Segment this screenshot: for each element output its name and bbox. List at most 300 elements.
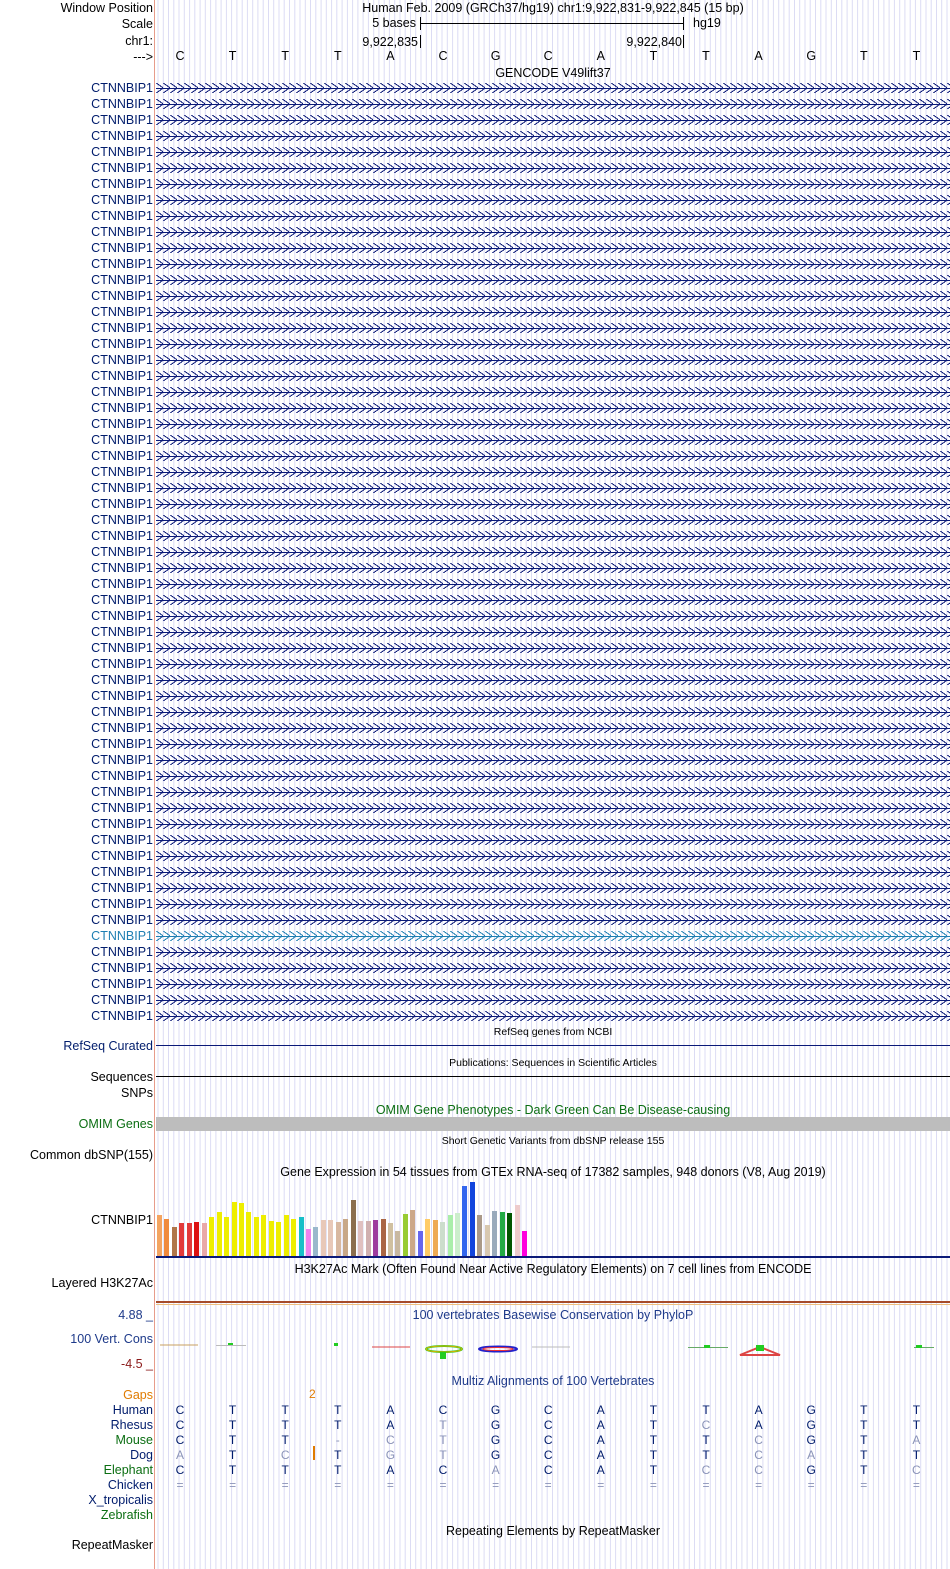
minus-strand-arrows — [156, 387, 950, 397]
gencode-transcript-line[interactable] — [156, 576, 950, 592]
gtex-tissue-bar[interactable] — [522, 1231, 527, 1256]
sequence-base: T — [649, 49, 658, 63]
alignment-base: G — [385, 1448, 396, 1462]
gencode-transcript-label[interactable]: CTNNBIP1 — [91, 593, 153, 607]
gencode-transcript-line[interactable] — [156, 240, 950, 256]
gencode-transcript-line[interactable] — [156, 800, 950, 816]
gtex-tissue-bar[interactable] — [172, 1227, 177, 1256]
multiz-gaps-label[interactable]: Gaps — [123, 1388, 153, 1402]
gtex-track-title[interactable]: Gene Expression in 54 tissues from GTEx RNA-seq of 17382 samples, 948 donors (V8, Aug 2019) — [280, 1165, 826, 1179]
gencode-transcript-label[interactable]: CTNNBIP1 — [91, 545, 153, 559]
gencode-transcript-label[interactable]: CTNNBIP1 — [91, 129, 153, 143]
assembly-label: hg19 — [693, 16, 721, 30]
gtex-tissue-bar[interactable] — [299, 1217, 304, 1256]
gtex-tissue-bar[interactable] — [500, 1212, 505, 1256]
gencode-transcript-line[interactable] — [156, 496, 950, 512]
phylop-track-title[interactable]: 100 vertebrates Basewise Conservation by PhyloP — [412, 1308, 694, 1322]
gtex-tissue-bar[interactable] — [202, 1223, 207, 1256]
gtex-tissue-bar[interactable] — [492, 1211, 497, 1256]
minus-strand-arrows — [156, 227, 950, 237]
gencode-transcript-line[interactable] — [156, 384, 950, 400]
minus-strand-arrows — [156, 899, 950, 909]
alignment-base: = — [334, 1478, 342, 1492]
sequence-base: T — [228, 49, 237, 63]
species-label[interactable]: Chicken — [107, 1478, 153, 1492]
gencode-transcript-label[interactable]: CTNNBIP1 — [91, 369, 153, 383]
gencode-transcript-label[interactable]: CTNNBIP1 — [91, 753, 153, 767]
alignment-base: T — [228, 1403, 237, 1417]
dbsnp-track-title[interactable]: Short Genetic Variants from dbSNP release 155 — [441, 1135, 665, 1147]
gencode-transcript-label[interactable]: CTNNBIP1 — [91, 497, 153, 511]
gencode-transcript-line[interactable] — [156, 960, 950, 976]
gtex-tissue-bar[interactable] — [284, 1215, 289, 1256]
minus-strand-arrows — [156, 739, 950, 749]
gencode-transcript-line[interactable] — [156, 752, 950, 768]
gencode-transcript-line[interactable] — [156, 704, 950, 720]
gtex-tissue-bar[interactable] — [343, 1219, 348, 1256]
gencode-transcript-line[interactable] — [156, 848, 950, 864]
alignment-base: C — [175, 1463, 185, 1477]
alignment-base: T — [702, 1403, 710, 1417]
gencode-transcript-line[interactable] — [156, 192, 950, 208]
gencode-transcript-label[interactable]: CTNNBIP1 — [91, 145, 153, 159]
gencode-transcript-label[interactable]: CTNNBIP1 — [91, 705, 153, 719]
gencode-transcript-label[interactable]: CTNNBIP1 — [91, 273, 153, 287]
multiz-track-title[interactable]: Multiz Alignments of 100 Vertebrates — [451, 1374, 655, 1388]
gencode-transcript-label[interactable]: CTNNBIP1 — [91, 849, 153, 863]
gencode-transcript-line[interactable] — [156, 688, 950, 704]
gencode-transcript-label[interactable]: CTNNBIP1 — [91, 481, 153, 495]
alignment-base: T — [281, 1433, 289, 1447]
gencode-transcript-label[interactable]: CTNNBIP1 — [91, 561, 153, 575]
gencode-transcript-line[interactable] — [156, 160, 950, 176]
gtex-tissue-bar[interactable] — [321, 1220, 326, 1256]
gtex-tissue-bar[interactable] — [403, 1214, 408, 1256]
gencode-transcript-label[interactable]: CTNNBIP1 — [91, 625, 153, 639]
gencode-transcript-line[interactable] — [156, 352, 950, 368]
alignment-base: C — [543, 1403, 553, 1417]
minus-strand-arrows — [156, 547, 950, 557]
alignment-base: C — [438, 1463, 448, 1477]
minus-strand-arrows — [156, 883, 950, 893]
alignment-base: G — [806, 1418, 816, 1432]
gencode-transcript-line[interactable] — [156, 624, 950, 640]
gencode-transcript-label[interactable]: CTNNBIP1 — [91, 769, 153, 783]
gtex-tissue-bar[interactable] — [246, 1212, 251, 1256]
gtex-tissue-bar[interactable] — [232, 1202, 237, 1256]
gtex-tissue-bar[interactable] — [507, 1213, 512, 1256]
alignment-base: = — [176, 1478, 184, 1492]
alignment-base: = — [755, 1478, 763, 1492]
gencode-transcript-line[interactable] — [156, 768, 950, 784]
gtex-tissue-bar[interactable] — [515, 1205, 520, 1256]
phylop-conservation-plot[interactable] — [156, 1335, 950, 1363]
gencode-transcript-line[interactable] — [156, 640, 950, 656]
minus-strand-arrows — [156, 419, 950, 429]
gtex-tissue-bar[interactable] — [366, 1221, 371, 1256]
minus-strand-arrows — [156, 163, 950, 173]
alignment-base: C — [386, 1433, 395, 1447]
gencode-transcript-line[interactable] — [156, 1008, 950, 1024]
gtex-tissue-bar[interactable] — [194, 1222, 199, 1256]
minus-strand-arrows — [156, 771, 950, 781]
repeatmasker-track-label[interactable]: RepeatMasker — [71, 1538, 153, 1552]
gencode-transcript-line[interactable] — [156, 544, 950, 560]
gencode-transcript-label[interactable]: CTNNBIP1 — [91, 881, 153, 895]
minus-strand-arrows — [156, 691, 950, 701]
chrom-label[interactable]: chr1: — [125, 34, 153, 48]
minus-strand-arrows — [156, 99, 950, 109]
gtex-tissue-bar[interactable] — [485, 1225, 490, 1256]
h3k27ac-signal-line-2 — [156, 1304, 950, 1305]
gencode-transcript-line[interactable] — [156, 464, 950, 480]
gtex-tissue-bar[interactable] — [209, 1217, 214, 1256]
minus-strand-arrows — [156, 339, 950, 349]
gtex-tissue-bar[interactable] — [261, 1215, 266, 1256]
publications-track-label[interactable]: Sequences — [90, 1070, 153, 1084]
gencode-transcript-label[interactable]: CTNNBIP1 — [91, 241, 153, 255]
alignment-base: A — [912, 1433, 921, 1447]
gencode-transcript-label[interactable]: CTNNBIP1 — [91, 929, 153, 943]
species-label[interactable]: Dog — [130, 1448, 153, 1462]
gtex-expression-chart[interactable] — [156, 1178, 556, 1256]
gencode-transcript-label[interactable]: CTNNBIP1 — [91, 993, 153, 1007]
phylop-max-label: 4.88 _ — [118, 1308, 153, 1322]
gtex-tissue-bar[interactable] — [381, 1219, 386, 1256]
gencode-transcript-line[interactable] — [156, 208, 950, 224]
gencode-transcript-label[interactable]: CTNNBIP1 — [91, 97, 153, 111]
gencode-transcript-label[interactable]: CTNNBIP1 — [91, 817, 153, 831]
gencode-transcript-label[interactable]: CTNNBIP1 — [91, 785, 153, 799]
alignment-base: A — [386, 1403, 395, 1417]
sequence-base: A — [754, 49, 763, 63]
gtex-tissue-bar[interactable] — [351, 1200, 356, 1257]
gencode-transcript-label[interactable]: CTNNBIP1 — [91, 577, 153, 591]
gencode-transcript-line[interactable] — [156, 112, 950, 128]
gencode-transcript-label[interactable]: CTNNBIP1 — [91, 897, 153, 911]
gencode-transcript-line[interactable] — [156, 912, 950, 928]
h3k27ac-track-label[interactable]: Layered H3K27Ac — [51, 1276, 153, 1290]
gencode-transcript-line[interactable] — [156, 416, 950, 432]
alignment-base: = — [597, 1478, 605, 1492]
gtex-tissue-bar[interactable] — [313, 1227, 318, 1256]
gencode-transcript-line[interactable] — [156, 128, 950, 144]
gtex-tissue-bar[interactable] — [425, 1219, 430, 1256]
gencode-transcript-label[interactable]: CTNNBIP1 — [91, 833, 153, 847]
species-label[interactable]: X_tropicalis — [88, 1493, 153, 1507]
repeatmasker-track-title[interactable]: Repeating Elements by RepeatMasker — [445, 1524, 660, 1538]
alignment-base: = — [912, 1478, 920, 1492]
gencode-transcript-label[interactable]: CTNNBIP1 — [91, 401, 153, 415]
alignment-base: C — [175, 1433, 185, 1447]
h3k27ac-track-title[interactable]: H3K27Ac Mark (Often Found Near Active Regulatory Elements) on 7 cell lines from ENCODE — [294, 1262, 812, 1276]
minus-strand-arrows — [156, 867, 950, 877]
gencode-transcript-label[interactable]: CTNNBIP1 — [91, 961, 153, 975]
alignment-base: T — [281, 1418, 289, 1432]
gencode-transcript-line[interactable] — [156, 928, 950, 944]
gencode-transcript-line[interactable] — [156, 272, 950, 288]
gencode-transcript-line[interactable] — [156, 896, 950, 912]
alignment-base: T — [439, 1433, 447, 1447]
gtex-tissue-bar[interactable] — [418, 1231, 423, 1256]
minus-strand-arrows — [156, 675, 950, 685]
gencode-transcript-label[interactable]: CTNNBIP1 — [91, 385, 153, 399]
gencode-transcript-label[interactable]: CTNNBIP1 — [91, 641, 153, 655]
ruler-tick-right — [683, 35, 684, 48]
alignment-base: T — [228, 1433, 237, 1447]
gtex-tissue-bar[interactable] — [164, 1219, 169, 1256]
gencode-transcript-label[interactable]: CTNNBIP1 — [91, 81, 153, 95]
publications-line[interactable] — [156, 1076, 950, 1077]
gtex-tissue-bar[interactable] — [410, 1210, 415, 1256]
alignment-base: T — [439, 1448, 447, 1462]
gencode-transcript-label[interactable]: CTNNBIP1 — [91, 721, 153, 735]
publications-track-title[interactable]: Publications: Sequences in Scientific Articles — [449, 1057, 657, 1069]
gencode-transcript-line[interactable] — [156, 144, 950, 160]
alignment-base: - — [335, 1433, 340, 1447]
gencode-transcript-label[interactable]: CTNNBIP1 — [91, 865, 153, 879]
alignment-base: = — [649, 1478, 657, 1492]
gtex-tissue-bar[interactable] — [470, 1182, 475, 1256]
gencode-transcript-label[interactable]: CTNNBIP1 — [91, 1009, 153, 1023]
alignment-base: G — [806, 1463, 816, 1477]
minus-strand-arrows — [156, 467, 950, 477]
alignment-base: T — [702, 1448, 710, 1462]
gencode-transcript-line[interactable] — [156, 480, 950, 496]
alignment-base: = — [702, 1478, 710, 1492]
sequence-base: T — [859, 49, 868, 63]
gtex-tissue-bar[interactable] — [239, 1203, 244, 1256]
minus-strand-arrows — [156, 787, 950, 797]
gencode-transcript-label[interactable]: CTNNBIP1 — [91, 529, 153, 543]
gencode-transcript-line[interactable] — [156, 784, 950, 800]
minus-strand-arrows — [156, 515, 950, 525]
gencode-transcript-label[interactable]: CTNNBIP1 — [91, 209, 153, 223]
minus-strand-arrows — [156, 579, 950, 589]
gtex-tissue-bar[interactable] — [276, 1222, 281, 1256]
gencode-transcript-label[interactable]: CTNNBIP1 — [91, 737, 153, 751]
minus-strand-arrows — [156, 611, 950, 621]
gtex-tissue-bar[interactable] — [395, 1231, 400, 1256]
alignment-base: G — [806, 1433, 816, 1447]
gencode-transcript-line[interactable] — [156, 816, 950, 832]
gtex-tissue-bar[interactable] — [328, 1220, 333, 1256]
gencode-transcript-line[interactable] — [156, 256, 950, 272]
gtex-tissue-bar[interactable] — [455, 1213, 460, 1256]
minus-strand-arrows — [156, 755, 950, 765]
gencode-transcript-line[interactable] — [156, 608, 950, 624]
snps-track-label[interactable]: SNPs — [121, 1086, 153, 1100]
alignment-base: G — [490, 1403, 501, 1417]
minus-strand-arrows — [156, 995, 950, 1005]
gencode-transcript-label[interactable]: CTNNBIP1 — [91, 801, 153, 815]
gencode-transcript-line[interactable] — [156, 368, 950, 384]
gtex-tissue-bar[interactable] — [217, 1212, 222, 1256]
gencode-transcript-label[interactable]: CTNNBIP1 — [91, 177, 153, 191]
gencode-transcript-line[interactable] — [156, 592, 950, 608]
alignment-base: A — [491, 1463, 500, 1477]
alignment-base: C — [280, 1448, 290, 1462]
refseq-track-title[interactable]: RefSeq genes from NCBI — [493, 1026, 613, 1038]
alignment-base: G — [806, 1403, 816, 1417]
gtex-tissue-bar[interactable] — [224, 1217, 229, 1256]
alignment-base: G — [490, 1448, 501, 1462]
gencode-transcript-label[interactable]: CTNNBIP1 — [91, 913, 153, 927]
gtex-tissue-bar[interactable] — [448, 1215, 453, 1256]
gencode-transcript-line[interactable] — [156, 992, 950, 1008]
species-label[interactable]: Mouse — [115, 1433, 153, 1447]
sequence-base: T — [333, 49, 342, 63]
ruler-tick-left — [420, 35, 421, 48]
species-label[interactable]: Rhesus — [110, 1418, 153, 1432]
gencode-transcript-label[interactable]: CTNNBIP1 — [91, 417, 153, 431]
gtex-tissue-bar[interactable] — [269, 1221, 274, 1256]
gencode-transcript-line[interactable] — [156, 720, 950, 736]
minus-strand-arrows — [156, 499, 950, 509]
gencode-transcript-label[interactable]: CTNNBIP1 — [91, 465, 153, 479]
gtex-track-label[interactable]: CTNNBIP1 — [91, 1213, 153, 1227]
gtex-tissue-bar[interactable] — [462, 1186, 467, 1256]
gencode-transcript-line[interactable] — [156, 336, 950, 352]
strand-toggle[interactable]: ---> — [133, 50, 153, 64]
gencode-transcript-label[interactable]: CTNNBIP1 — [91, 657, 153, 671]
gtex-tissue-bar[interactable] — [388, 1223, 393, 1256]
gencode-transcript-label[interactable]: CTNNBIP1 — [91, 161, 153, 175]
gencode-transcript-label[interactable]: CTNNBIP1 — [91, 305, 153, 319]
sequence-base: G — [806, 49, 817, 63]
omim-phenotype-bar[interactable] — [156, 1117, 950, 1131]
alignment-base: C — [175, 1418, 185, 1432]
minus-strand-arrows — [156, 931, 950, 941]
gencode-transcript-line[interactable] — [156, 672, 950, 688]
gencode-transcript-line[interactable] — [156, 320, 950, 336]
gencode-transcript-label[interactable]: CTNNBIP1 — [91, 609, 153, 623]
gencode-transcript-label[interactable]: CTNNBIP1 — [91, 673, 153, 687]
alignment-base: A — [596, 1433, 605, 1447]
gencode-transcript-line[interactable] — [156, 560, 950, 576]
species-label[interactable]: Human — [112, 1403, 153, 1417]
minus-strand-arrows — [156, 179, 950, 189]
gtex-tissue-bar[interactable] — [477, 1215, 482, 1256]
gencode-transcript-line[interactable] — [156, 512, 950, 528]
gencode-transcript-line[interactable] — [156, 432, 950, 448]
gtex-tissue-bar[interactable] — [254, 1217, 259, 1256]
gencode-transcript-line[interactable] — [156, 880, 950, 896]
alignment-base: T — [334, 1403, 342, 1417]
gencode-transcript-label[interactable]: CTNNBIP1 — [91, 257, 153, 271]
gencode-transcript-label[interactable]: CTNNBIP1 — [91, 353, 153, 367]
gtex-tissue-bar[interactable] — [187, 1223, 192, 1256]
gencode-transcript-label[interactable]: CTNNBIP1 — [91, 689, 153, 703]
alignment-base: = — [439, 1478, 447, 1492]
dbsnp-track-label[interactable]: Common dbSNP(155) — [30, 1148, 153, 1162]
gencode-transcript-line[interactable] — [156, 304, 950, 320]
gtex-tissue-bar[interactable] — [440, 1222, 445, 1256]
gencode-transcript-label[interactable]: CTNNBIP1 — [91, 321, 153, 335]
alignment-base: C — [438, 1403, 448, 1417]
gencode-transcript-label[interactable]: CTNNBIP1 — [91, 449, 153, 463]
minus-strand-arrows — [156, 403, 950, 413]
alignment-base: = — [860, 1478, 868, 1492]
gencode-transcript-line[interactable] — [156, 288, 950, 304]
gencode-transcript-line[interactable] — [156, 80, 950, 96]
gencode-transcript-label[interactable]: CTNNBIP1 — [91, 289, 153, 303]
gencode-transcript-label[interactable]: CTNNBIP1 — [91, 337, 153, 351]
refseq-gene-line[interactable] — [156, 1045, 950, 1046]
alignment-base: A — [754, 1418, 763, 1432]
gencode-transcript-line[interactable] — [156, 832, 950, 848]
gencode-transcript-label[interactable]: CTNNBIP1 — [91, 945, 153, 959]
gencode-transcript-line[interactable] — [156, 96, 950, 112]
alignment-base: = — [281, 1478, 289, 1492]
gencode-transcript-label[interactable]: CTNNBIP1 — [91, 193, 153, 207]
gencode-transcript-label[interactable]: CTNNBIP1 — [91, 977, 153, 991]
refseq-track-label[interactable]: RefSeq Curated — [63, 1039, 153, 1053]
gencode-transcript-line[interactable] — [156, 864, 950, 880]
gtex-tissue-bar[interactable] — [306, 1229, 311, 1256]
alignment-base: G — [490, 1433, 501, 1447]
minus-strand-arrows — [156, 451, 950, 461]
alignment-base: T — [860, 1463, 868, 1477]
alignment-base: T — [860, 1433, 868, 1447]
multiz-gap-count: 2 — [309, 1387, 316, 1401]
gtex-tissue-bar[interactable] — [179, 1223, 184, 1256]
omim-track-title[interactable]: OMIM Gene Phenotypes - Dark Green Can Be Disease-causing — [375, 1103, 731, 1117]
minus-strand-arrows — [156, 275, 950, 285]
alignment-base: = — [229, 1478, 237, 1492]
gencode-track-title[interactable]: GENCODE V49lift37 — [495, 66, 611, 80]
gencode-transcript-label[interactable]: CTNNBIP1 — [91, 225, 153, 239]
gencode-transcript-line[interactable] — [156, 528, 950, 544]
minus-strand-arrows — [156, 835, 950, 845]
alignment-base: T — [860, 1448, 868, 1462]
scale-label[interactable]: Scale — [121, 17, 153, 31]
gtex-tissue-bar[interactable] — [433, 1220, 438, 1256]
gtex-tissue-bar[interactable] — [358, 1221, 363, 1256]
ruler-tick-label-left: 9,922,835 — [362, 35, 418, 49]
gencode-transcript-label[interactable]: CTNNBIP1 — [91, 113, 153, 127]
minus-strand-arrows — [156, 723, 950, 733]
omim-track-label[interactable]: OMIM Genes — [78, 1117, 153, 1131]
phylop-track-label[interactable]: 100 Vert. Cons — [70, 1332, 153, 1346]
species-label[interactable]: Elephant — [103, 1463, 153, 1477]
gencode-transcript-line[interactable] — [156, 944, 950, 960]
gencode-transcript-line[interactable] — [156, 176, 950, 192]
gencode-transcript-label[interactable]: CTNNBIP1 — [91, 513, 153, 527]
gtex-tissue-bar[interactable] — [373, 1220, 378, 1256]
alignment-base: = — [807, 1478, 815, 1492]
minus-strand-arrows — [156, 291, 950, 301]
gencode-transcript-line[interactable] — [156, 400, 950, 416]
gencode-transcript-line[interactable] — [156, 656, 950, 672]
minus-strand-arrows — [156, 259, 950, 269]
gencode-transcript-label[interactable]: CTNNBIP1 — [91, 433, 153, 447]
species-label[interactable]: Zebrafish — [100, 1508, 153, 1522]
gencode-transcript-line[interactable] — [156, 448, 950, 464]
alignment-base: C — [754, 1433, 763, 1447]
gtex-tissue-bar[interactable] — [291, 1219, 296, 1256]
gtex-tissue-bar[interactable] — [336, 1222, 341, 1256]
gencode-transcript-line[interactable] — [156, 224, 950, 240]
minus-strand-arrows — [156, 371, 950, 381]
label-column-divider — [154, 0, 155, 1569]
alignment-base: T — [439, 1418, 447, 1432]
gencode-transcript-line[interactable] — [156, 976, 950, 992]
gencode-transcript-line[interactable] — [156, 736, 950, 752]
gtex-tissue-bar[interactable] — [157, 1215, 162, 1256]
alignment-base: T — [860, 1403, 868, 1417]
alignment-base: A — [386, 1418, 395, 1432]
